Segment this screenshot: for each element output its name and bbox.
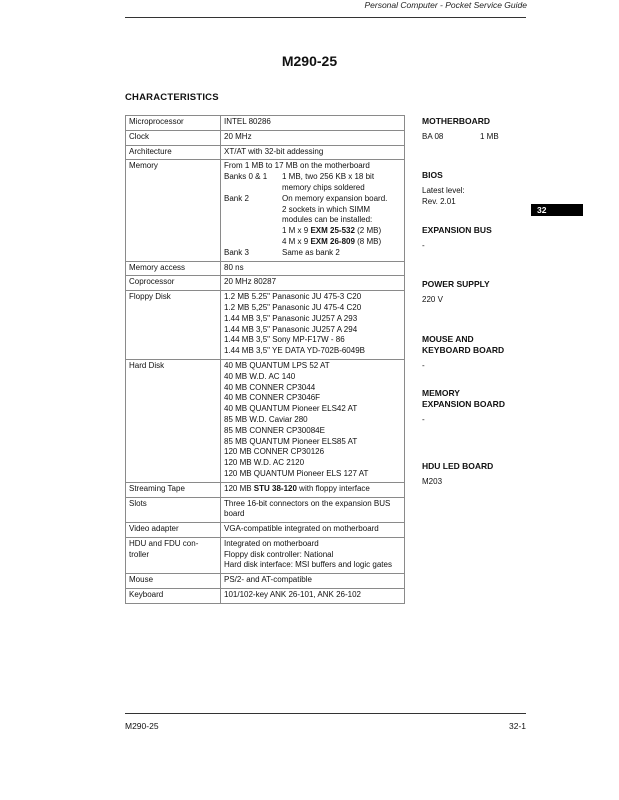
memory-line: From 1 MB to 17 MB on the motherboard	[224, 161, 370, 171]
footer-rule	[125, 713, 526, 714]
bank-desc	[282, 194, 401, 248]
sidebar-heading: HDU LED BOARD	[422, 461, 494, 471]
memory-line: modules can be installed:	[282, 215, 373, 225]
table-row	[126, 574, 405, 589]
page-number: 32-1	[508, 721, 526, 731]
hard-disk-line: 40 MB CONNER CP3046F	[224, 393, 321, 403]
spec-value: 20 MHz 80287	[221, 276, 405, 291]
sidebar-motherboard	[422, 116, 532, 142]
header-rule	[125, 17, 526, 18]
spec-value	[221, 291, 405, 360]
table-row	[126, 276, 405, 291]
section-heading: CHARACTERISTICS	[125, 92, 219, 103]
sidebar-heading: MOTHERBOARD	[422, 116, 490, 126]
bank-desc: Same as bank 2	[282, 247, 340, 257]
sidebar-power-supply	[422, 279, 532, 305]
bios-line: Rev. 2.01	[422, 197, 456, 206]
table-row	[126, 589, 405, 604]
table-row	[126, 130, 405, 145]
spec-label: Architecture	[126, 145, 221, 160]
spec-label: Streaming Tape	[126, 482, 221, 497]
table-row	[126, 160, 405, 261]
spec-value: Three 16-bit connectors on the expansion BUS board	[221, 497, 405, 523]
text: with floppy interface	[296, 483, 370, 493]
spec-value: 101/102-key ANK 26-101, ANK 26-102	[221, 589, 405, 604]
spec-value	[221, 160, 405, 261]
part-number: STU 38-120	[253, 483, 297, 493]
text: 120 MB	[224, 483, 254, 493]
sidebar-value: M203	[422, 477, 443, 486]
table-row	[126, 261, 405, 276]
table-row	[126, 145, 405, 160]
memory-line: 1 MB, two 256 KB x 18 bit	[282, 172, 375, 182]
text: (2 MB)	[354, 226, 382, 236]
hard-disk-line: 120 MB QUANTUM Pioneer ELS 127 AT	[224, 468, 369, 478]
sidebar-value: 220 V	[422, 295, 443, 304]
spec-label: Memory	[126, 160, 221, 261]
sidebar-memory-expansion	[422, 388, 532, 425]
spec-label: Memory access	[126, 261, 221, 276]
sidebar-expansion-bus	[422, 225, 532, 251]
footer-model: M290-25	[125, 721, 159, 731]
spec-label: Keyboard	[126, 589, 221, 604]
controller-line: Hard disk interface: MSI buffers and logic gates	[224, 560, 392, 570]
hard-disk-line: 40 MB CONNER CP3044	[224, 382, 316, 392]
sidebar-value: -	[422, 415, 425, 424]
characteristics-table	[125, 115, 405, 604]
hard-disk-line: 120 MB W.D. AC 2120	[224, 458, 305, 468]
memory-line: memory chips soldered	[282, 182, 365, 192]
floppy-line: 1.2 MB 5.25" Panasonic JU 475-3 C20	[224, 292, 362, 302]
text: 4 M x 9	[282, 236, 311, 246]
memory-line: 2 sockets in which SIMM	[282, 204, 371, 214]
sidebar-heading: MOUSE AND	[422, 334, 474, 344]
spec-value: VGA-compatible integrated on motherboard	[221, 523, 405, 538]
spec-label: Coprocessor	[126, 276, 221, 291]
sidebar-value: -	[422, 361, 425, 370]
table-row	[126, 291, 405, 360]
chapter-tab	[531, 204, 583, 216]
spec-value: 80 ns	[221, 261, 405, 276]
part-number: EXM 26-809	[310, 236, 355, 246]
table-row	[126, 359, 405, 482]
spec-label: Floppy Disk	[126, 291, 221, 360]
text: 1 M x 9	[282, 226, 311, 236]
sidebar-heading: KEYBOARD BOARD	[422, 345, 505, 355]
table-row	[126, 116, 405, 131]
page-title: M290-25	[281, 53, 338, 69]
hard-disk-line: 40 MB QUANTUM Pioneer ELS42 AT	[224, 404, 358, 414]
memory-bank	[224, 194, 401, 248]
sidebar-hdu-led	[422, 461, 532, 487]
sidebar-mouse-keyboard	[422, 334, 532, 371]
sidebar-value: -	[422, 241, 425, 250]
table-row	[126, 537, 405, 573]
memory-line	[282, 237, 401, 248]
floppy-line: 1.44 MB 3,5" Sony MP-F17W - 86	[224, 335, 345, 345]
spec-label: Hard Disk	[126, 359, 221, 482]
floppy-line: 1.44 MB 3,5" Panasonic JU257 A 293	[224, 313, 358, 323]
bios-line: Latest level:	[422, 186, 465, 195]
hard-disk-line: 40 MB QUANTUM LPS 52 AT	[224, 360, 330, 370]
motherboard-size: 1 MB	[480, 132, 499, 141]
spec-label: Microprocessor	[126, 116, 221, 131]
part-number: EXM 25-532	[310, 226, 355, 236]
floppy-line: 1.44 MB 3,5" Panasonic JU257 A 294	[224, 324, 358, 334]
memory-bank	[224, 172, 401, 194]
hard-disk-line: 85 MB CONNER CP30084E	[224, 425, 325, 435]
sidebar-heading: EXPANSION BUS	[422, 225, 492, 235]
spec-value: 20 MHz	[221, 130, 405, 145]
controller-line: Integrated on motherboard	[224, 538, 319, 548]
sidebar-heading: POWER SUPPLY	[422, 279, 490, 289]
memory-bank	[224, 248, 401, 259]
spec-value	[221, 359, 405, 482]
hard-disk-line: 85 MB W.D. Caviar 280	[224, 414, 308, 424]
chapter-number: 32	[537, 205, 547, 215]
spec-value: INTEL 80286	[221, 116, 405, 131]
hard-disk-line: 120 MB CONNER CP30126	[224, 447, 325, 457]
spec-label: Clock	[126, 130, 221, 145]
spec-label: HDU and FDU con-troller	[126, 537, 221, 573]
spec-value	[221, 537, 405, 573]
table-row	[126, 523, 405, 538]
spec-value: XT/AT with 32-bit addessing	[221, 145, 405, 160]
floppy-line: 1.44 MB 3,5" YE DATA YD-702B-6049B	[224, 346, 365, 356]
table-row	[126, 482, 405, 497]
hard-disk-line: 85 MB QUANTUM Pioneer ELS85 AT	[224, 436, 358, 446]
memory-line: On memory expansion board.	[282, 193, 388, 203]
table-row	[126, 497, 405, 523]
controller-line: Floppy disk controller: National	[224, 549, 334, 559]
sidebar-heading: MEMORY	[422, 388, 460, 398]
sidebar-bios	[422, 170, 532, 207]
spec-label: Slots	[126, 497, 221, 523]
bank-desc	[282, 172, 401, 194]
motherboard-row	[422, 131, 532, 142]
spec-label: Mouse	[126, 574, 221, 589]
bank-label: Bank 3	[224, 247, 249, 257]
spec-label: Video adapter	[126, 523, 221, 538]
motherboard-code: BA 08	[422, 132, 444, 141]
running-header: Personal Computer - Pocket Service Guide	[364, 0, 527, 10]
sidebar-heading: EXPANSION BOARD	[422, 399, 505, 409]
spec-value	[221, 482, 405, 497]
bank-label: Banks 0 & 1	[224, 172, 268, 182]
bank-label: Bank 2	[224, 193, 249, 203]
floppy-line: 1.2 MB 5,25" Panasonic JU 475-4 C20	[224, 302, 362, 312]
memory-line	[282, 226, 401, 237]
spec-value: PS/2- and AT-compatible	[221, 574, 405, 589]
text: (8 MB)	[354, 236, 382, 246]
sidebar-heading: BIOS	[422, 170, 443, 180]
hard-disk-line: 40 MB W.D. AC 140	[224, 371, 296, 381]
